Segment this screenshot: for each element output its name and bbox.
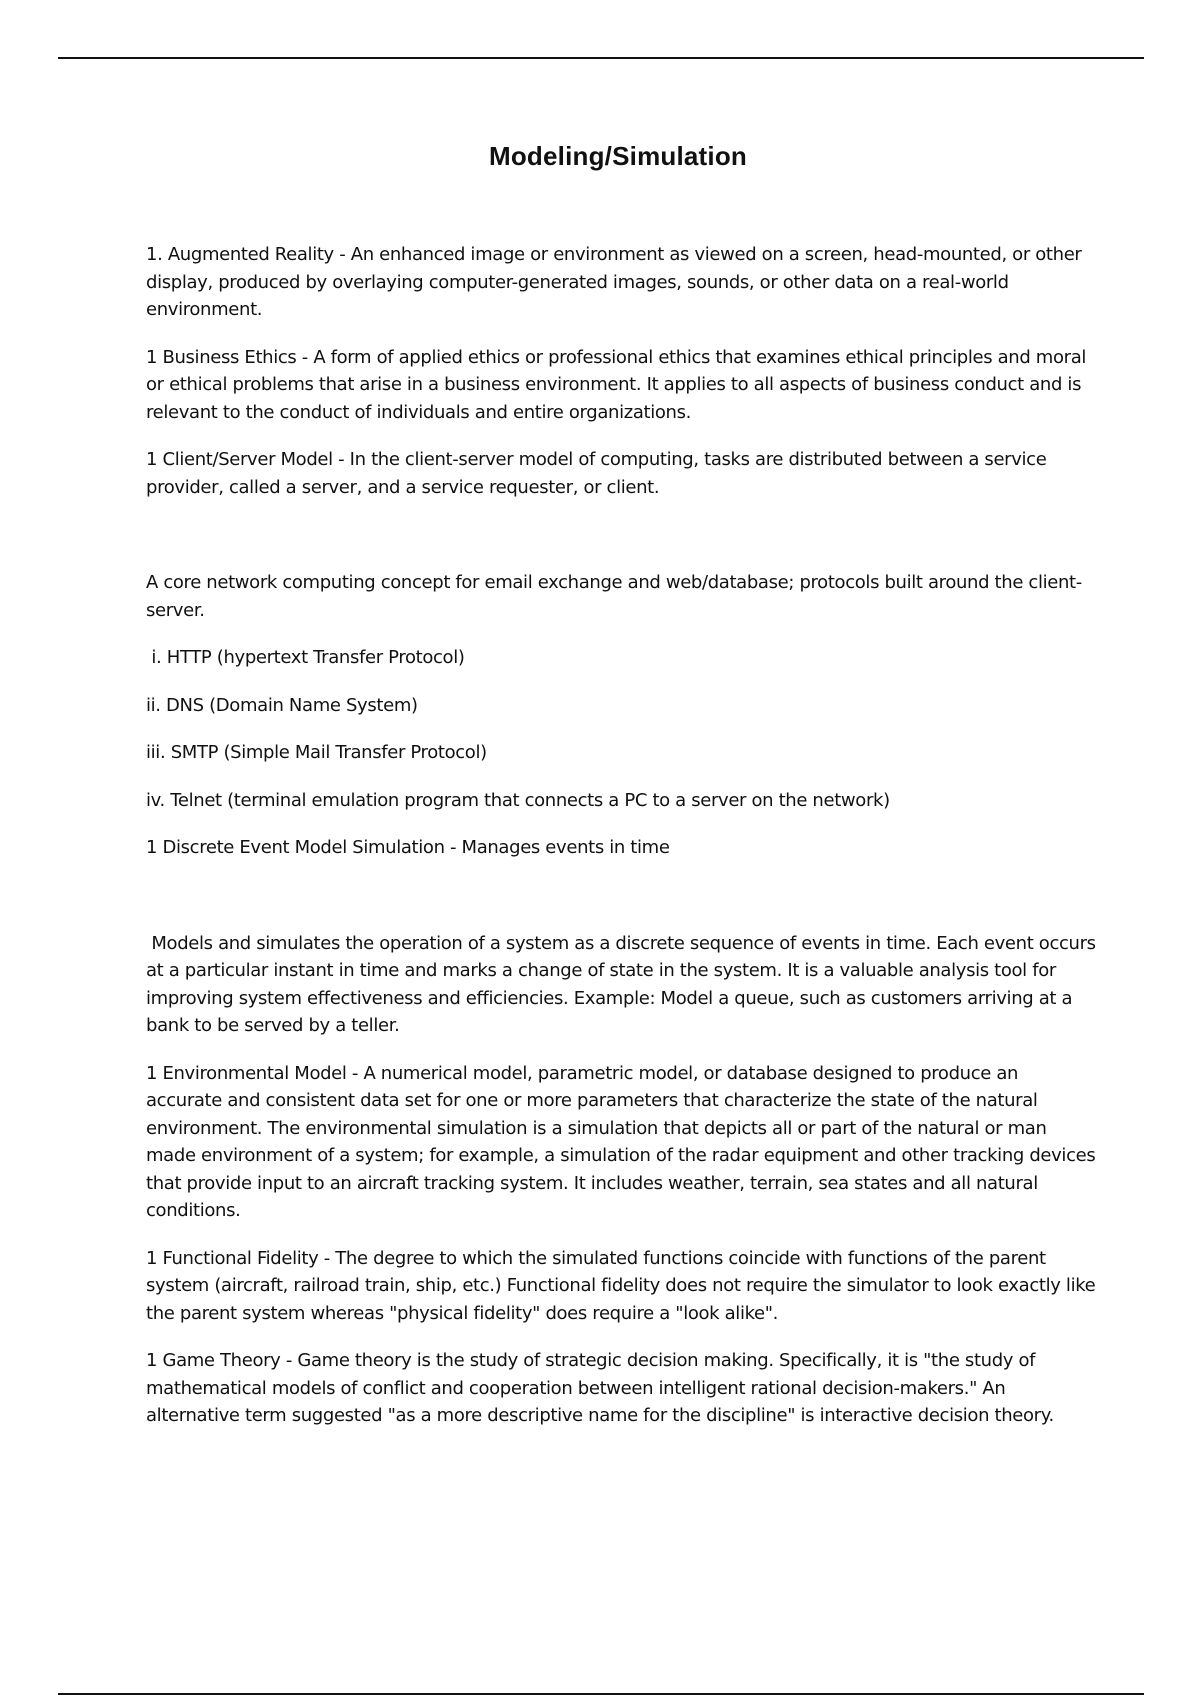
paragraph-augmented-reality: 1. Augmented Reality - An enhanced image or environment as viewed on a screen, head-mounted, or other display, produced by overlaying computer-generated images, sounds, or other data on a real-world environment. — [146, 244, 1082, 320]
document-body — [146, 241, 1102, 1450]
paragraph-functional-fidelity: 1 Functional Fidelity - The degree to which the simulated functions coincide with functions of the parent system (aircraft, railroad train, ship, etc.) Functional fidelity does not require the simulator to look exactly like the parent system whereas "physical fidelity" does require a "look alike". — [146, 1247, 1096, 1324]
list-item-dns: ii. DNS (Domain Name System) — [146, 694, 418, 716]
paragraph-game-theory: 1 Game Theory - Game theory is the study of strategic decision making. Specifically, it is "the study of mathematical models of conflict and cooperation between intelligent rational decision-makers." An alternative term suggested "as a more descriptive name for the discipline" is interactive decision theory. — [146, 1350, 1054, 1426]
page-title: Modeling/Simulation — [488, 141, 747, 171]
list-item-smtp: iii. SMTP (Simple Mail Transfer Protocol) — [146, 742, 487, 763]
paragraph-discrete-event: 1 Discrete Event Model Simulation - Manages events in time — [146, 837, 670, 858]
paragraph-client-server-concept: A core network computing concept for email exchange and web/database; protocols built around the client-server. — [146, 572, 1082, 621]
footer-rule — [58, 1693, 1144, 1695]
paragraph-environmental-model: 1 Environmental Model - A numerical model, parametric model, or database designed to produce an accurate and consistent data set for one or more parameters that characterize the state of the natural environment. The environmental simulation is a simulation that depicts all or part of the natural or man made environment of a system; for example, a simulation of the radar equipment and other tracking devices that provide input to an aircraft tracking system. It includes weather, terrain, sea states and all natural conditions. — [146, 1062, 1096, 1221]
paragraph-business-ethics: 1 Business Ethics - A form of applied ethics or professional ethics that examines ethical principles and moral or ethical problems that arise in a business environment. It applies to all aspects of business conduct and is relevant to the conduct of individuals and entire organizations. — [146, 346, 1087, 423]
list-item-telnet: iv. Telnet (terminal emulation program that connects a PC to a server on the network) — [146, 789, 890, 811]
list-item-http: i. HTTP (hypertext Transfer Protocol) — [146, 647, 465, 668]
paragraph-discrete-event-detail: Models and simulates the operation of a system as a discrete sequence of events in time. Each event occurs at a particular instant in time and marks a change of state in the system. It is a valuable analysis tool for improving system effectiveness and efficiencies. Example: Model a queue, such as customers arriving at a bank to be served by a teller. — [146, 932, 1102, 1036]
paragraph-client-server-model: 1 Client/Server Model - In the client-server model of computing, tasks are distributed between a service provider, called a server, and a service requester, or client. — [146, 449, 1047, 498]
header-rule — [58, 57, 1144, 59]
